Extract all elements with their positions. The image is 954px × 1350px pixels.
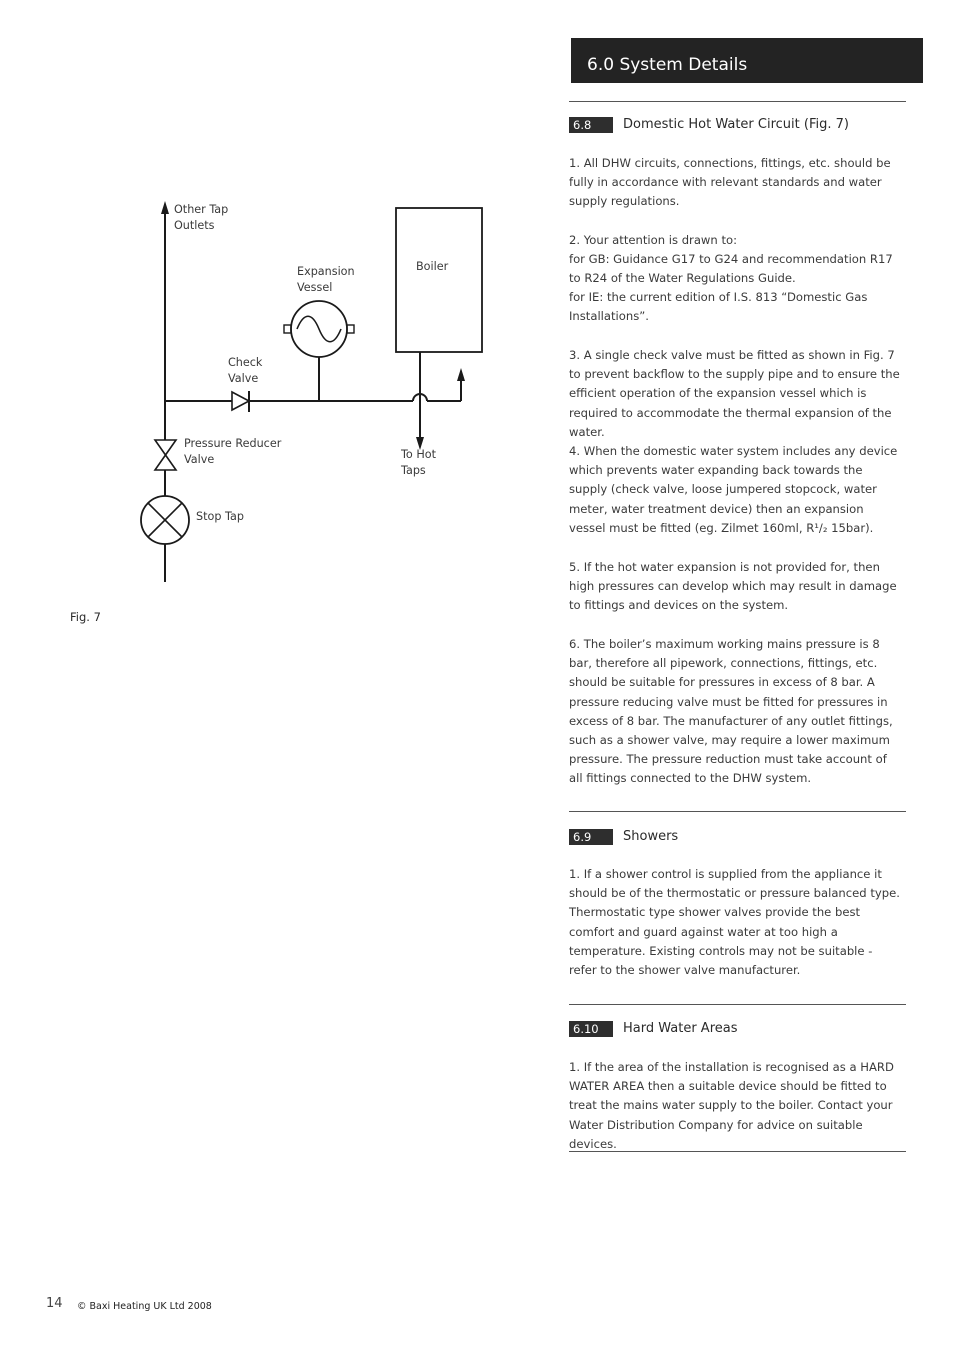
label-boiler: Boiler [416,260,449,273]
section-divider [569,1151,906,1152]
pressure-reducer-icon [155,440,176,470]
section-number-badge: 6.9 [569,829,613,845]
section-divider [569,101,906,102]
paragraph: 4. When the domestic water system includes any device which prevents water expanding back towards the supply (check valve, loose jumpered stopcock, water meter, water treatment device) then an expansion vessel must be fitted (eg. Zilmet 160ml, R¹/₂ 15bar). [569,444,898,535]
paragraph: 5. If the hot water expansion is not provided for, then high pressures can develop which may result in damage to fittings and devices on the system. [569,560,897,613]
section-number-badge: 6.10 [569,1021,613,1037]
section-title: Showers [623,829,679,844]
section-title: Domestic Hot Water Circuit (Fig. 7) [623,117,849,132]
section-divider [569,1004,906,1005]
paragraph: 1. If a shower control is supplied from the appliance it should be of the thermostatic or pressure balanced type. Thermostatic type shower valves provide the best comfort and guard against water at too high a temperature. Existing controls may not be suitable - refer to the shower valve manufacturer. [569,867,900,978]
vessel-port-left [284,325,291,333]
figure-caption: Fig. 7 [70,610,101,624]
check-valve-icon [232,392,249,410]
section-divider [569,811,906,812]
arrow-up-other-taps [161,201,169,214]
label-check-valve: Valve [228,372,259,385]
paragraph: for GB: Guidance G17 to G24 and recommendation R17 to R24 of the Water Regulations Guide. [569,252,893,286]
section-number-badge: 6.8 [569,117,613,133]
arrow-up-boiler-inlet [457,368,465,381]
label-outlets: Outlets [174,219,215,232]
paragraph: 3. A single check valve must be fitted as shown in Fig. 7 to prevent backflow to the supply pipe and to ensure the efficient operation of the expansion vessel which is required to accommodate the thermal expansion of the water. [569,348,900,439]
paragraph: for IE: the current edition of I.S. 813 “Domestic Gas Installations”. [569,290,868,324]
label-expansion: Expansion [297,265,355,278]
label-vessel: Vessel [297,281,333,294]
label-other-tap: Other Tap [174,203,229,216]
page-title: 6.0 System Details [587,55,748,75]
page-number: 14 [46,1296,63,1311]
paragraph: 2. Your attention is drawn to: [569,233,737,247]
paragraph: 1. If the area of the installation is recognised as a HARD WATER AREA then a suitable device should be fitted to treat the mains water supply to the boiler. Contact your Water Distribution Company for advice on suitable devices. [569,1060,894,1151]
expansion-vessel-wave [297,316,341,342]
boiler-box [396,208,482,352]
copyright-notice: © Baxi Heating UK Ltd 2008 [77,1301,212,1312]
label-to-hot: To Hot [401,448,436,461]
paragraph: 6. The boiler’s maximum working mains pressure is 8 bar, therefore all pipework, connections, fittings, etc. should be suitable for pressures in excess of 8 bar. A pressure reducing valve must be fitted for pressures in excess of 8 bar. The manufacturer of any outlet fittings, such as a shower valve, may require a lower maximum pressure. The pressure reduction must take account of all fittings connected to the DHW system. [569,637,893,786]
label-taps: Taps [401,464,426,477]
label-prv-valve: Valve [184,453,215,466]
section-title: Hard Water Areas [623,1021,738,1036]
paragraph: 1. All DHW circuits, connections, fittings, etc. should be fully in accordance with relevant standards and water supply regulations. [569,156,891,209]
vessel-port-right [347,325,354,333]
label-pressure-reducer: Pressure Reducer [184,437,282,450]
label-stop-tap: Stop Tap [196,510,244,523]
label-check: Check [228,356,263,369]
